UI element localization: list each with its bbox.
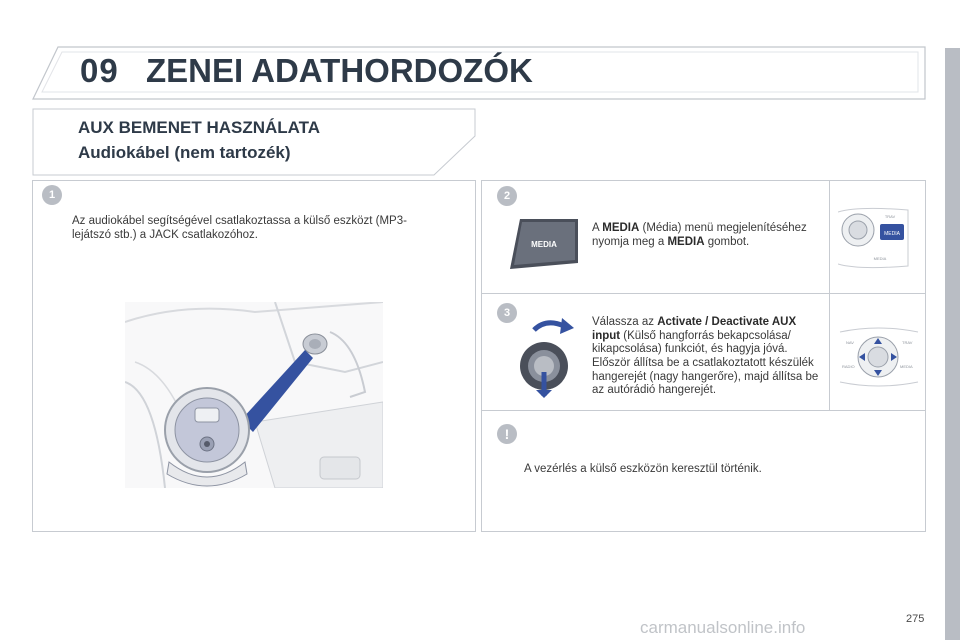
section-subtitle: Audiokábel (nem tartozék) [78,143,291,162]
warning-text: A vezérlés a külső eszközön keresztül történik. [524,463,762,475]
icon-label-nav: NAV [846,340,854,345]
head-unit-dial-icon [838,326,920,388]
step-3-badge: 3 [497,303,517,323]
page-number: 275 [906,613,925,625]
section-title: AUX BEMENET HASZNÁLATA [78,118,321,137]
media-button-icon [506,215,582,271]
step-3-text: Válassza az Activate / Deactivate AUX input (Külső hangforrás bekapcsolása/ kikapcsolása) funkciót, és hagyja jóvá. [592,316,797,355]
warning-icon: ! [497,424,517,444]
icon-label-trav: TRAV [884,214,896,219]
divider-step2-step3 [481,293,926,294]
rotary-knob-icon [516,318,586,398]
chapter-title: ZENEI ADATHORDOZÓK [146,52,533,89]
icon-label-media: MEDIA [884,231,900,237]
jack-socket-photo [125,302,383,488]
step-1-badge: 1 [42,185,62,205]
step-2-badge: 2 [497,186,517,206]
icon-label-radio: RADIO [842,364,855,369]
watermark: carmanualsonline.info [640,618,806,637]
divider-step3-warning [481,410,926,411]
media-button-label: MEDIA [531,240,557,249]
step-2-text: A MEDIA (Média) menü megjelenítéséhez nyomja meg a MEDIA gombot. [592,222,807,248]
chapter-number: 09 [80,52,119,89]
illustration-column-divider [829,180,830,410]
page-edge-strip [945,48,960,640]
head-unit-media-icon [838,206,918,270]
step-3-extra-text: Először állítsa be a csatlakoztatott készülék hangerejét (nagy hangerőre), majd állítsa be az autórádió hangerejét. [592,357,819,396]
step-1-text: Az audiokábel segítségével csatlakoztassa a külső eszközt (MP3-lejátszó stb.) a JACK csatlakozóhoz. [72,215,407,241]
icon-label-media-bottom: MEDIA [873,256,887,261]
icon-label-media-dial: MEDIA [900,364,913,369]
icon-label-trav-dial: TRAV [902,340,913,345]
